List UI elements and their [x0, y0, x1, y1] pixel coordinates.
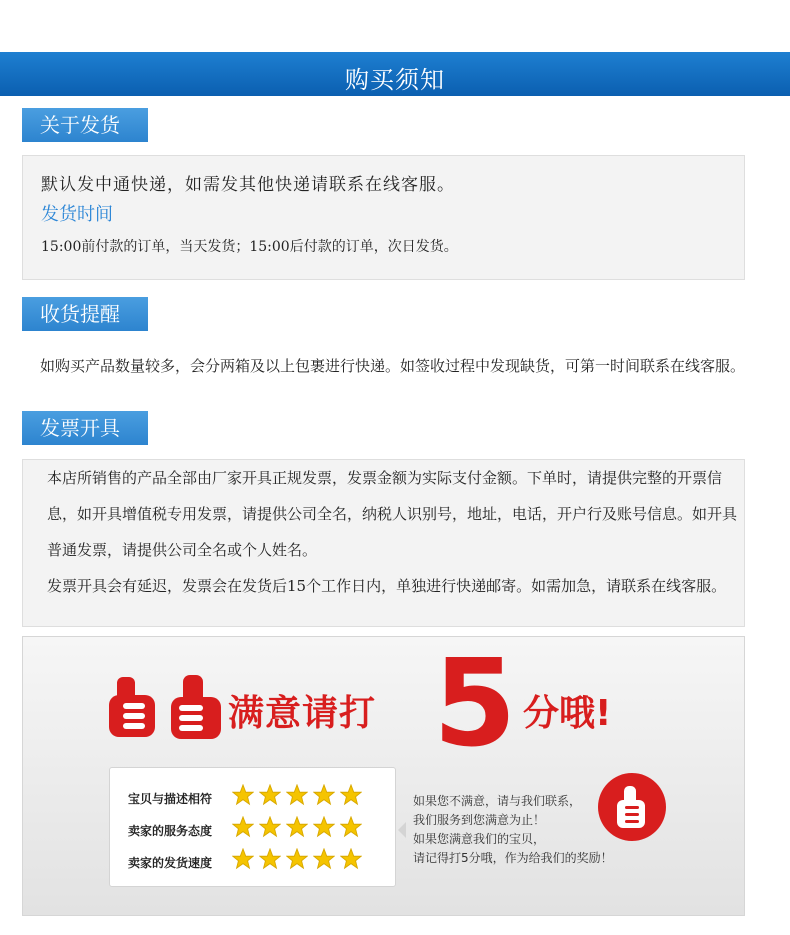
- star-icon: [286, 784, 308, 806]
- invoice-tag: 发票开具: [22, 411, 148, 445]
- headline-left: 满意请打: [228, 693, 377, 734]
- star-icon: [232, 848, 254, 870]
- star-icon: [286, 816, 308, 838]
- invoice-para-1: 本店所销售的产品全部由厂家开具正规发票，发票金额为实际支付金额。下单时，请提供完整的开票信息，如开具增值税专用发票，请提供公司全名，纳税人识别号，地址，电话，开户行及账号信息。如开具普通发票，请提供公司全名或个人姓名。: [47, 469, 738, 559]
- star-icon: [259, 848, 281, 870]
- message-line: 我们服务到您满意为止！: [413, 813, 546, 827]
- thumbs-up-icon: [165, 665, 225, 741]
- rating-row-label: 卖家的服务态度: [128, 824, 213, 838]
- header-banner: [0, 52, 790, 96]
- message-line: 请记得打5分哦，作为给我们的奖励！: [413, 851, 613, 865]
- message-line: 如果您不满意，请与我们联系，: [413, 794, 582, 808]
- shipping-box: [22, 155, 745, 280]
- star-icon: [232, 784, 254, 806]
- receipt-tag: 收货提醒: [22, 297, 148, 331]
- star-icon: [313, 816, 335, 838]
- rating-headline: [23, 636, 744, 774]
- star-icon: [313, 784, 335, 806]
- receipt-text: 如购买产品数量较多，会分两箱及以上包裹进行快递。如签收过程中发现缺货，可第一时间联系在线客服。: [40, 357, 746, 375]
- star-icon: [313, 848, 335, 870]
- rating-row-label: 卖家的发货速度: [128, 856, 213, 870]
- thumbs-up-icon: [105, 659, 160, 739]
- page-title: 购买须知: [345, 66, 445, 94]
- shipping-time-text: 15:00前付款的订单，当天发货；15:00后付款的订单，次日发货。: [41, 239, 458, 255]
- rating-row-label: 宝贝与描述相符: [128, 792, 213, 806]
- star-icon: [340, 816, 362, 838]
- thumbs-up-icon: [597, 772, 667, 842]
- rating-stars: [232, 816, 367, 838]
- headline-number: 5: [433, 636, 517, 774]
- star-icon: [286, 848, 308, 870]
- shipping-line: 默认发中通快递，如需发其他快递请联系在线客服。: [41, 175, 455, 195]
- star-icon: [232, 816, 254, 838]
- rating-banner: [22, 636, 745, 916]
- invoice-box: [22, 459, 745, 627]
- star-icon: [259, 784, 281, 806]
- shipping-time-subtitle: 发货时间: [41, 204, 113, 225]
- message-line: 如果您满意我们的宝贝，: [413, 832, 546, 846]
- rating-stars: [232, 784, 367, 806]
- rating-card: [109, 767, 396, 887]
- invoice-para-2: 发票开具会有延迟，发票会在发货后15个工作日内，单独进行快递邮寄。如需加急，请联系在线客服。: [47, 577, 727, 595]
- star-icon: [340, 784, 362, 806]
- shipping-tag: 关于发货: [22, 108, 148, 142]
- headline-right: 分哦!: [523, 693, 612, 734]
- rating-message: [413, 792, 613, 868]
- rating-stars: [232, 848, 367, 870]
- star-icon: [340, 848, 362, 870]
- bubble-arrow: [398, 822, 406, 838]
- star-icon: [259, 816, 281, 838]
